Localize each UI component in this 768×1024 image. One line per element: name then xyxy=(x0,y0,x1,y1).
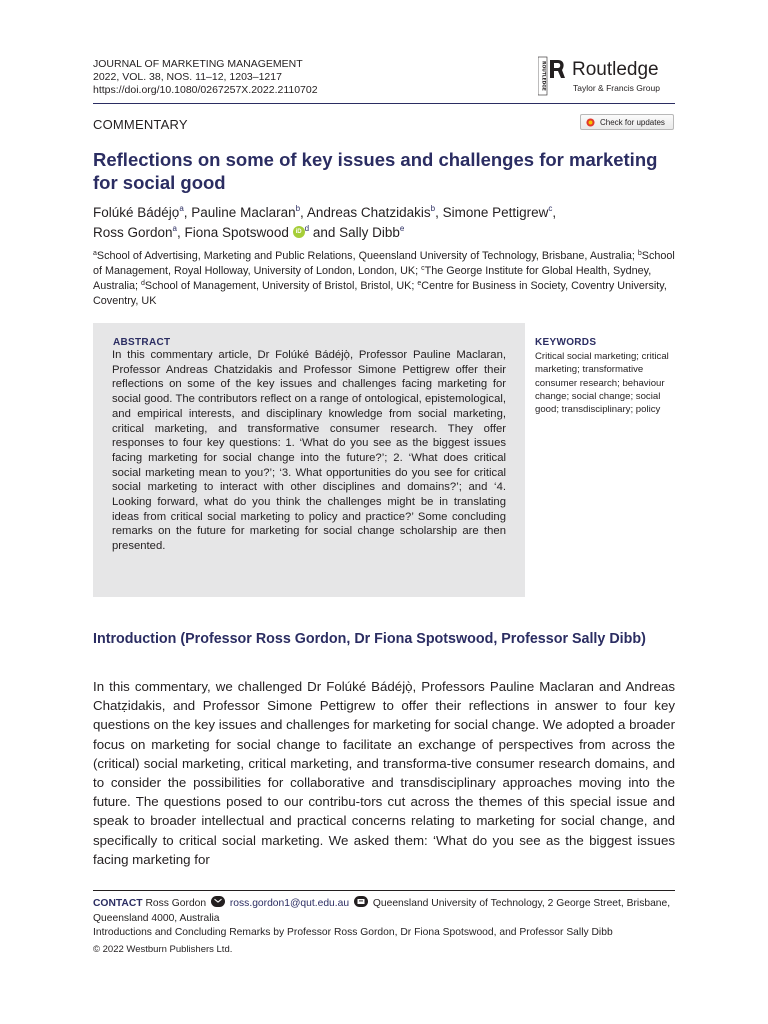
affil-marker: a xyxy=(93,250,97,257)
author-name[interactable]: Fiona Spotswood xyxy=(184,224,289,240)
author-name[interactable]: Pauline Maclaran xyxy=(191,205,296,220)
doi-link[interactable]: https://doi.org/10.1080/0267257X.2022.2110702 xyxy=(93,84,318,96)
introduction-body: In this commentary, we challenged Dr Folúké Bádéjọ̀, Professors Pauline Maclaran and Andreas Chatẓidakis, and Professor Simone Pettigrew to offer their reflections in answer to four key questions on the key issues and challenges for marketing for social change. We adopted a broader focus on marketing for social change to facilitate an exchange of perspectives from across the (critical) social marketing, critical marketing, and transforma-tive consumer research domains, and to consider the possibilities for collaborative and transdisciplinary approaches moving into the future. The questions posed to our contribu-tors cut across the themes of this special issue and speak to broader intellectual and practical concerns relating to marketing for social change, and specifically to critical social marketing. We asked them: ‘What do you see as the biggest issues facing marketing for xyxy=(93,679,675,867)
affil-marker: c xyxy=(421,265,425,272)
author-affil-marker[interactable]: e xyxy=(399,223,405,233)
address-icon xyxy=(354,896,368,907)
affil-text: The George Institute for Global Health, Sydney, Australia; xyxy=(93,265,652,292)
author-name[interactable]: Sally Dibb xyxy=(339,224,400,240)
publisher-logo[interactable] xyxy=(538,56,678,98)
contact-address: Queensland University of Technology, 2 George Street, Brisbane, Queensland 4000, Australia xyxy=(93,898,671,924)
abstract-heading: ABSTRACT xyxy=(113,337,171,348)
orcid-icon[interactable] xyxy=(293,226,305,238)
introduction-heading: Introduction (Professor Ross Gordon, Dr Fiona Spotswood, Professor Sally Dibb) xyxy=(93,631,646,647)
author-separator: , xyxy=(177,224,185,240)
author-affil-marker[interactable]: a xyxy=(172,223,177,233)
email-icon xyxy=(211,896,225,907)
affil-text: School of Advertising, Marketing and Public Relations, Queensland University of Technology, Brisbane, Australia; xyxy=(96,250,638,262)
author-list xyxy=(93,203,683,242)
article-type: COMMENTARY xyxy=(93,117,188,132)
affil-marker: b xyxy=(637,250,642,257)
affil-text: School of Management, University of Bristol, Bristol, UK; xyxy=(144,280,418,292)
author-name[interactable]: Simone Pettigrew xyxy=(442,205,549,220)
author-affil-marker[interactable]: b xyxy=(430,204,436,213)
volume-info: 2022, VOL. 38, NOS. 11–12, 1203–1217 xyxy=(93,71,282,83)
contact-email[interactable]: ross.gordon1@qut.edu.au xyxy=(229,898,350,909)
author-name[interactable]: Folúké Bádéjọ xyxy=(93,205,180,220)
orcid-label: iD xyxy=(295,228,302,235)
affil-text: School of Management, Royal Holloway, University of London, London, UK; xyxy=(93,250,675,277)
journal-header xyxy=(93,58,318,97)
article-title: Reflections on some of key issues and challenges for marketing for social good xyxy=(93,149,658,193)
keywords-text: Critical social marketing; critical marketing; transformative consumer research; behaviour change; social change; social good; transdisciplinary; policy xyxy=(535,351,669,416)
author-separator: , xyxy=(183,205,192,220)
routledge-logo-icon xyxy=(538,56,566,96)
footer-divider xyxy=(93,890,675,891)
author-separator: , xyxy=(300,205,307,220)
author-affil-marker[interactable]: d xyxy=(304,223,310,233)
author-separator: , xyxy=(435,205,443,220)
affiliations xyxy=(93,249,678,309)
contact-name: Ross Gordon xyxy=(145,898,207,909)
contact-label: CONTACT xyxy=(93,898,143,909)
affil-marker: d xyxy=(141,280,145,287)
check-for-updates-label: Check for updates xyxy=(600,118,665,127)
copyright: © 2022 Westburn Publishers Ltd. xyxy=(93,944,233,955)
abstract-text: In this commentary article, Dr Folúké Bádéjọ̀, Professor Pauline Maclaran, Professor Andreas Chatzidakis and Professor Simone Pettigrew offer their reflections on some of the key issues and challenges facing marketing for social good. The contributors reflect on a range of ontological, epistemological, and empirical interests, and disciplinary knowledge from social marketing, critical marketing, and transformative consumer research. They offer responses to four key questions: 1. ‘What do you see as the biggest issues facing marketing for social change into the future?’; 2. ‘What does critical social marketing mean to you?’; ‘3. What opportunities do you see for critical social marketing to interact with other disciplines and domains?’; and ‘4. Looking forward, what do you think the challenges might be in translating ideas from critical social marketing to policy and practice?’ Some concluding remarks on the future for marketing for social change scholarship are then presented. xyxy=(112,349,506,553)
author-separator: and xyxy=(309,224,340,240)
author-affil-marker[interactable]: a xyxy=(179,204,184,213)
author-affil-marker[interactable]: b xyxy=(295,204,301,213)
author-separator: , xyxy=(552,205,557,220)
publisher-brand: Routledge xyxy=(572,59,659,80)
author-affil-marker[interactable]: c xyxy=(548,204,553,213)
footer-note: Introductions and Concluding Remarks by Professor Ross Gordon, Dr Fiona Spotswood, and Professor Sally Dibb xyxy=(93,927,613,938)
check-for-updates-button[interactable] xyxy=(580,114,674,130)
affil-text: Centre for Business in Society, Coventry University, Coventry, UK xyxy=(93,280,667,307)
affil-marker: e xyxy=(417,280,422,287)
contact-info xyxy=(93,896,678,926)
author-name[interactable]: Andreas Chatzidakis xyxy=(306,205,431,220)
author-name[interactable]: Ross Gordon xyxy=(93,224,173,240)
keywords-heading: KEYWORDS xyxy=(535,337,597,348)
publisher-spine-text: ROUTLEDGE xyxy=(540,61,546,91)
journal-name: JOURNAL OF MARKETING MANAGEMENT xyxy=(93,58,303,70)
publisher-subtitle: Taylor & Francis Group xyxy=(573,83,660,93)
crossmark-icon xyxy=(586,118,595,127)
header-divider xyxy=(93,103,675,104)
